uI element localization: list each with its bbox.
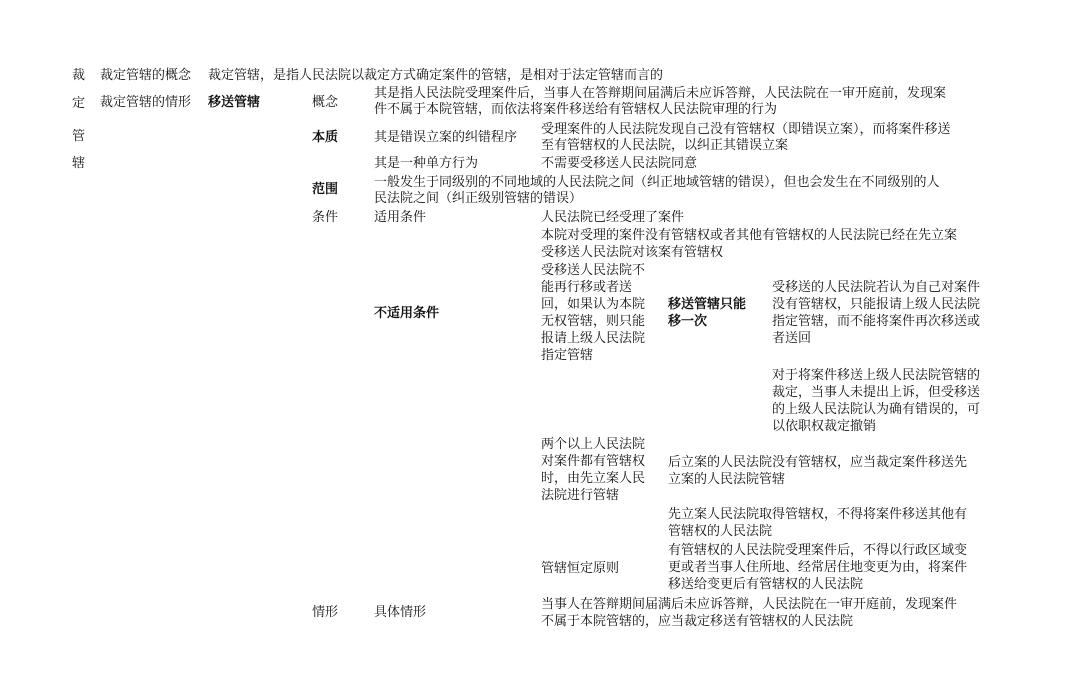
hengding-label: 管辖恒定原则 — [541, 561, 620, 576]
hengding-detail: 更或者当事人住所地、经常居住地变更为由，将案件 — [668, 560, 968, 575]
hengding-detail: 有管辖权的人民法院受理案件后，不得以行政区域变 — [668, 543, 968, 558]
once-b-line: 的上级人民法院认为确有错误的，可 — [772, 402, 981, 417]
bsy-b-line: 法院进行管辖 — [541, 488, 620, 503]
fanwei-text-1: 其是一种单方行为 — [374, 156, 479, 171]
bsy-a-line: 受移送人民法院不 — [541, 263, 646, 278]
bsy-a-line: 回，如果认为本院 — [541, 297, 646, 312]
shiyong-item-1: 人民法院已经受理了案件 — [541, 210, 685, 225]
bushiyong-label: 不适用条件 — [374, 306, 440, 321]
once-b-line: 以依职权裁定撤销 — [772, 419, 877, 434]
bsy-a-line: 无权管辖，则只能 — [541, 314, 646, 329]
benzhi-text: 其是错误立案的纠错程序 — [374, 130, 518, 145]
shiyong-item-3: 受移送人民法院对该案有管辖权 — [541, 245, 724, 260]
concept-text: 裁定管辖，是指人民法院以裁定方式确定案件的管辖，是相对于法定管辖而言的 — [208, 68, 664, 83]
once-a-line: 指定管辖，而不能将案件再次移送或 — [772, 314, 981, 329]
situation-label: 裁定管辖的情形 — [100, 95, 192, 110]
shiyong-item-2: 本院对受理的案件没有管辖权或者其他有管辖权的人民法院已经在先立案 — [541, 228, 958, 243]
bsy-b-line: 两个以上人民法院 — [541, 437, 646, 452]
bsy-b-detail-1: 后立案的人民法院没有管辖权，应当裁定案件移送先 — [668, 455, 968, 470]
juti-text: 当事人在答辩期间届满后未应诉答辩，人民法院在一审开庭前，发现案件 — [541, 597, 958, 612]
shiyong-label: 适用条件 — [374, 210, 427, 225]
juti-text: 不属于本院管辖的，应当裁定移送有管辖权的人民法院 — [541, 614, 854, 629]
benzhi-label: 本质 — [312, 130, 339, 145]
once-a-line: 受移送的人民法院若认为自己对案件 — [772, 280, 981, 295]
bsy-b-detail-2: 管辖权的人民法院 — [668, 524, 773, 539]
root-char-1: 裁 — [72, 68, 86, 83]
benzhi-detail-2: 至有管辖权的人民法院，以纠正其错误立案 — [541, 138, 789, 153]
gainian-text-2: 件不属于本院管辖，而依法将案件移送给有管辖权人民法院审理的行为 — [374, 102, 778, 117]
qingxing-label: 情形 — [312, 605, 339, 620]
fanwei-text-2a: 一般发生于同级别的不同地域的人民法院之间（纠正地域管辖的错误），但也会发生在不同级别的人 — [374, 175, 940, 190]
benzhi-detail-1: 受理案件的人民法院发现自己没有管辖权（即错误立案），而将案件移送 — [541, 122, 951, 137]
bsy-a-line: 报请上级人民法院 — [541, 331, 646, 346]
concept-label: 裁定管辖的概念 — [100, 68, 192, 83]
bsy-b-detail-1: 立案的人民法院管辖 — [668, 472, 786, 487]
once-line: 移送管辖只能 — [668, 297, 747, 312]
once-a-line: 者送回 — [772, 331, 812, 346]
bsy-b-line: 对案件都有管辖权 — [541, 454, 646, 469]
hengding-detail: 移送给变更后有管辖权的人民法院 — [668, 577, 864, 592]
fanwei-text-2b: 民法院之间（纠正级别管辖的错误） — [374, 191, 583, 206]
juti-label: 具体情形 — [374, 605, 427, 620]
gainian-label: 概念 — [312, 95, 339, 110]
once-a-line: 没有管辖权，只能报请上级人民法院 — [772, 297, 981, 312]
tiaojian-label: 条件 — [312, 210, 339, 225]
once-b-line: 裁定，当事人未提出上诉，但受移送 — [772, 385, 981, 400]
gainian-text-1: 其是指人民法院受理案件后，当事人在答辩期间届满后未应诉答辩，人民法院在一审开庭前，发现案 — [374, 86, 947, 101]
root-char-2: 定 — [72, 96, 86, 111]
bsy-a-line: 能再行移或者送 — [541, 280, 633, 295]
fanwei-text-1-detail: 不需要受移送人民法院同意 — [541, 156, 698, 171]
root-char-3: 管 — [72, 129, 86, 144]
transfer-label: 移送管辖 — [208, 95, 261, 110]
bsy-b-detail-2: 先立案人民法院取得管辖权，不得将案件移送其他有 — [668, 507, 968, 522]
root-char-4: 辖 — [72, 156, 86, 171]
bsy-a-line: 指定管辖 — [541, 348, 594, 363]
bsy-b-line: 时，由先立案人民 — [541, 471, 646, 486]
fanwei-label: 范围 — [312, 182, 339, 197]
once-line: 移一次 — [668, 314, 708, 329]
once-b-line: 对于将案件移送上级人民法院管辖的 — [772, 368, 981, 383]
